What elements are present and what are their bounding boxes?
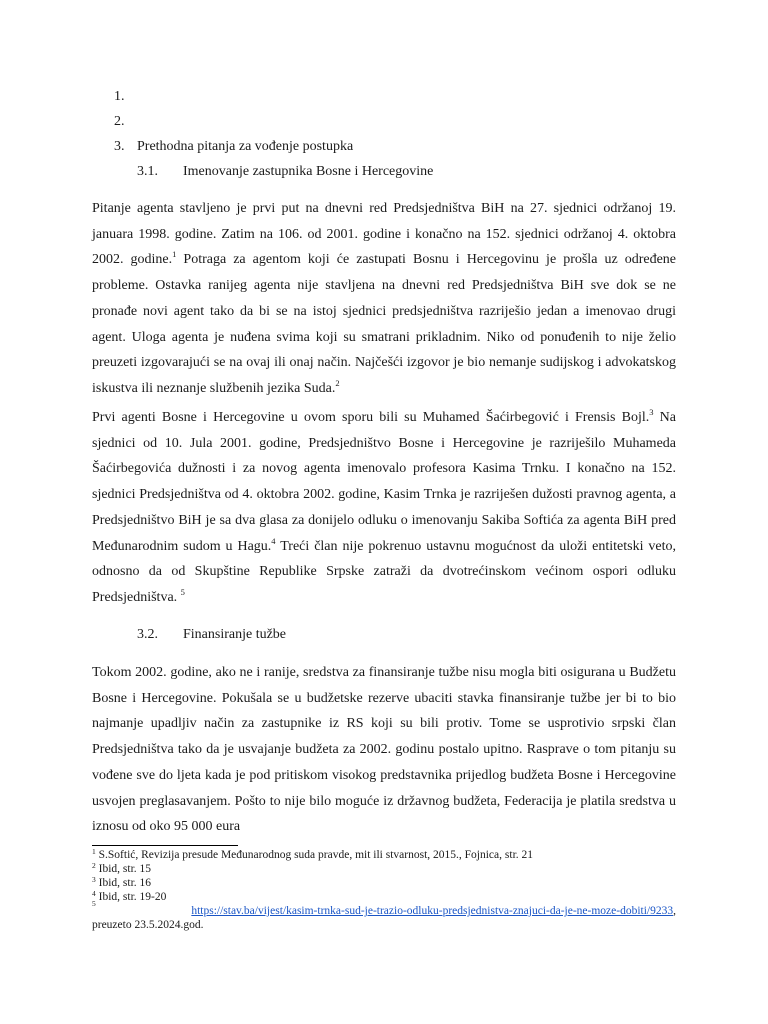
paragraph-text: Pitanje agenta stavljeno je prvi put na dnevni red Predsjedništva BiH na 27. sjednici održanoj 19. januara 1998. godine. Zatim na 106. od 2001. godine i konačno na 152. sjednici održanoj 4. oktobra 2002. godine. [92,201,676,268]
footnote-text: , [673,905,676,917]
footnote-text: Ibid, str. 15 [95,863,152,875]
paragraph-text: Potraga za agentom koji će zastupati Bosnu i Hercegovinu je prošla uz određene probleme. Ostavka ranijeg agenta nije stavljena na dnevni red Predsjedništva BiH sve dok se ne pronađe novi agent tako da bi se na istoj sjednici predsjedništva razriješio jedan a imenovao drugi agent. Uloga agenta je nuđena svima koji su smatrani prikladnim. Niko od ponuđenih to nije želio preuzeti izgovarajući se na ovaj ili onaj način. Najčešći izgovor je bio nemanje sudijskog i advokatskog iskustva ili neznanje službenih jezika Suda. [92,252,676,396]
footnote-number: 3 [92,875,96,884]
footnote-number: 2 [92,861,96,870]
paragraph-text: Tokom 2002. godine, ako ne i ranije, sredstva za finansiranje tužbe nisu mogla biti osigurana u Budžetu Bosne i Hercegovine. Pokušala se u budžetske rezerve ubaciti stavka finansiranje tužbe jer bi to bio najmanje upadljiv način za zastupnike iz RS koji su bili protiv. Tome se usprotivio srpski član Predsjedništva tako da je usvajanje budžeta za 2002. godinu postalo upitno. Rasprave o tom pitanju su vođene sve do ljeta kada je pod pritiskom visokog predstavnika prijedlog budžeta Bosne i Hercegovine usvojen preglasavanjem. Pošto to nije bilo moguće iz državnog budžeta, Federacija je platila sredstva u iznosu od oko 95 000 eura [92,665,676,835]
list-item [114,84,433,109]
subsection-heading: Imenovanje zastupnika Bosne i Hercegovine [183,164,434,179]
sub-list-number: 3.1. [137,164,158,179]
paragraph-2 [92,405,676,611]
footnote-ref: 2 [335,377,340,388]
paragraph-1 [92,196,676,402]
footnote [92,890,676,904]
list-item [114,109,433,134]
paragraph-text: Na sjednici od 10. Jula 2001. godine, Predsjedništvo Bosne i Hercegovine je razriješilo Muhameda Šaćirbegovića dužnosti i za novog agenta imenovalo profesora Kasima Trnku. I konačno na 152. sjednici Predsjedništva od 4. oktobra 2002. godine, Kasim Trnka je razriješen dužosti pravnog agenta, a Predsjedništvo BiH je sa dva glasa za donijelo odluku o imenovanju Sakiba Softića za agenta BiH pred Međunarodnim sudom u Hagu. [92,410,676,554]
footnote-link[interactable]: https://stav.ba/vijest/kasim-trnka-sud-je-trazio-odluku-predsjednistva-znajuci-da-je-ne-moze-dobiti/9233 [191,905,674,917]
list-number: 2. [114,114,125,129]
numbered-list [114,84,433,184]
footnote-ref: 3 [649,407,654,417]
footnote-text: S.Softić, Revizija presude Međunarodnog suda pravde, mit ili stvarnost, 2015., Fojnica, str. 21 [95,849,534,861]
footnote [92,848,676,862]
footnotes [92,848,676,932]
footnote-separator [92,845,238,846]
footnote [92,876,676,890]
footnote-text: Ibid, str. 19-20 [95,891,167,903]
footnote [92,899,676,918]
section-heading: Prethodna pitanja za vođenje postupka [137,139,354,154]
footnote-number: 1 [92,847,96,856]
paragraph-3 [92,660,676,840]
subsection-number: 3.2. [137,627,158,642]
footnote-ref: 1 [172,249,177,260]
footnote-ref: 4 [271,535,276,546]
subsection-title: Finansiranje tužbe [183,627,287,642]
subsection-heading-2 [137,624,286,646]
paragraph-text: Prvi agenti Bosne i Hercegovine u ovom sporu bili su Muhamed Šaćirbegović i Frensis Bojl. [92,410,650,425]
paragraph-text: Treći član nije pokrenuo ustavnu mogućnost da uloži entitetski veto, odnosno da od Skupštine Republike Srpske zatraži da dvotrećinskom većinom ospori odluku Predsjedništva. [92,538,676,605]
footnote-ref: 5 [180,586,185,597]
footnote-continuation: preuzeto 23.5.2024.god. [92,919,204,931]
footnote-number: 5 [92,899,96,908]
list-number: 1. [114,89,125,104]
footnote-text: Ibid, str. 16 [95,877,152,889]
sub-list-item [137,159,433,184]
footnote [92,862,676,876]
list-item [114,134,433,159]
list-number: 3. [114,139,125,154]
footnote-number: 4 [92,889,96,898]
